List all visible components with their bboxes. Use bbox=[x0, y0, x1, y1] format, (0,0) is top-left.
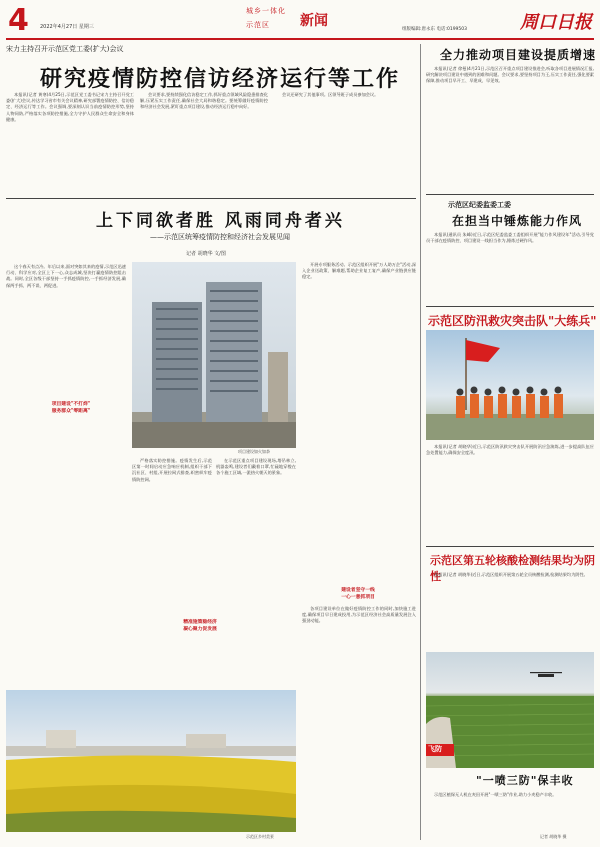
lead-text-3: 会议还研究了其他事项。区领导班子成员参加会议。 bbox=[282, 92, 379, 97]
section-title: 新闻 bbox=[300, 13, 328, 29]
story4-body bbox=[426, 572, 594, 644]
issue-date: 2022年4月27日 星期三 bbox=[40, 24, 94, 30]
section-label bbox=[246, 6, 356, 36]
feature-subline: ——示范区统筹疫情防控和经济社会发展见闻 bbox=[150, 233, 290, 241]
section-sub-bottom: 示范区 bbox=[246, 21, 270, 29]
story3-rule bbox=[426, 546, 594, 547]
feature-column-c bbox=[216, 458, 296, 684]
story5-caption bbox=[426, 792, 594, 832]
lead-column-2 bbox=[140, 92, 268, 194]
photo-badge: 飞防 bbox=[428, 745, 442, 753]
feature-subhead-2: 精准施策稳经济 凝心聚力促发展 bbox=[183, 620, 217, 632]
feature-column-a bbox=[6, 264, 126, 684]
flood-drill-photo bbox=[426, 330, 594, 440]
story3-text: 本报讯(记者 胡晓华)近日,示范区防汛救灾突击队开展防汛应急演练,进一步提高队伍应急处置能力,确保安全度汛。 bbox=[426, 444, 594, 456]
editor-line: 组版编辑:唐永东 电话:0199503 bbox=[402, 27, 468, 32]
feature-text-b: 严格落实防控措施。疫情发生后,示范区第一时间启动应急响应机制,组织干部下沉社区、村组,开展拉网式排查,织密织牢疫情防控网。 bbox=[132, 458, 212, 482]
rural-scenery-photo bbox=[6, 690, 296, 832]
feature-text-e: 各项目建设单位在做好疫情防控工作的同时,加快施工进度,确保项目早日建成投用,为示范区经济社会高质量发展注入强劲动能。 bbox=[302, 606, 416, 624]
story5-headline: "一喷三防"保丰收 bbox=[476, 774, 574, 787]
feature-text-c: 在示范区重点项目建设现场,塔吊林立,机器轰鸣,建设者们戴着口罩,忙碌地穿梭在各个施工区域,一派热火朝天的景象。 bbox=[216, 458, 296, 476]
page-number: 4 bbox=[8, 3, 29, 38]
story1-body bbox=[426, 66, 594, 192]
feature-column-b bbox=[132, 458, 212, 684]
flood-drill-illustration bbox=[426, 330, 594, 440]
lead-column-3 bbox=[274, 92, 402, 194]
feature-column-d bbox=[302, 262, 416, 562]
story3-body bbox=[426, 444, 594, 542]
construction-illustration bbox=[132, 262, 296, 448]
construction-photo bbox=[132, 262, 296, 448]
lead-headline: 研究疫情防控信访经济运行等工作 bbox=[40, 67, 401, 92]
story1-text: 本报讯(记者 徐曼)4月21日,示范区召开重点项目建设推进会,听取各项目进展情况汇报,研究解决项目建设中遇到的困难和问题。会议要求,要坚持项目为王,压实工作责任,强化要素保障,推动项目早开工、早建成、早见效。 bbox=[426, 66, 594, 84]
feature-subhead-3: 建设者坚守一线 一心一意抓项目 bbox=[341, 588, 375, 600]
masthead-rule bbox=[6, 38, 594, 40]
story2-body bbox=[426, 232, 594, 304]
feature-text-d: 开展专项服务活动。示范区组织开展"万人助万企"活动,深入企业送政策、解难题,帮助企业复工复产,确保产业链供应链稳定。 bbox=[302, 262, 416, 280]
crop-spraying-photo bbox=[426, 652, 594, 768]
feature-headline: 上下同欲者胜 风雨同舟者兴 bbox=[96, 211, 345, 231]
story4-text: 本报讯(记者 胡晓华)近日,示范区组织开展第五轮全员核酸检测,检测结果均为阴性。 bbox=[434, 572, 588, 577]
newspaper-logo: 周口日报 bbox=[520, 12, 592, 33]
lead-bottom-rule bbox=[6, 198, 416, 199]
rural-photo-caption: 示范区乡村美景 bbox=[246, 834, 274, 839]
feature-byline: 记者 胡晓华 文/图 bbox=[186, 251, 226, 257]
masthead bbox=[6, 4, 594, 38]
story2-headline: 在担当中锤炼能力作风 bbox=[452, 214, 583, 228]
story1-headline: 全力推动项目建设提质增速 bbox=[440, 48, 597, 62]
feature-subhead-1: 项目建设"不打烊" 服务群众"零距离" bbox=[51, 402, 91, 414]
story5-credit: 记者 胡晓华 摄 bbox=[540, 834, 567, 839]
rural-scenery-illustration bbox=[6, 690, 296, 832]
section-sub-top: 城乡一体化 bbox=[246, 7, 286, 15]
story2-rule bbox=[426, 306, 594, 307]
crop-spraying-illustration bbox=[426, 652, 594, 768]
story4-headline: 示范区第五轮核酸检测结果均为阴性 bbox=[430, 554, 595, 583]
story2-text: 本报讯(通讯员 朱峰)近日,示范区纪委监委工委组织开展"能力作风建设年"活动,引导党员干部在疫情防控、项目建设一线担当作为,锤炼过硬作风。 bbox=[426, 232, 594, 244]
lead-column-1 bbox=[6, 92, 134, 194]
lead-text-2: 会议要求,要持续强化信访稳定工作,抓好重点领域风险隐患排查化解,压紧压实工作责任,确保社会大局和谐稳定。要统筹做好疫情防控和经济社会发展,紧盯重点项目建设,推动经济运行稳中向好。 bbox=[140, 92, 268, 110]
story1-rule bbox=[426, 194, 594, 195]
lead-kicker: 宋力主持召开示范区党工委(扩大)会议 bbox=[6, 45, 124, 53]
feature-text-a: 这个春天有点冷。年后以来,面对突如其来的疫情,示范区迅速行动、科学应对,全区上下一心,众志成城,坚决打赢疫情防控阻击战。同时,全区各级干部坚持一手抓疫情防控,一手抓经济发展,确保两手抓、两不误、两促进。 bbox=[6, 264, 126, 288]
story3-headline: 示范区防汛救灾突击队"大练兵" bbox=[428, 314, 597, 328]
column-divider bbox=[420, 44, 421, 840]
story2-label: 示范区纪委监委工委 bbox=[448, 201, 511, 209]
story5-text: 示范区植保无人机在麦田开展"一喷三防"作业,助力小麦稳产丰收。 bbox=[434, 792, 557, 797]
lead-text-1: 本报讯(记者 黄寒)4月25日,示范区党工委书记宋力主持召开党工委(扩大)会议,传达学习省市有关会议精神,研究部署疫情防控、信访稳定、经济运行等工作。会议强调,要深刻认识当前疫情防控形势,坚持人物同防,严格落实各项防控措施,全力守护人民群众生命安全和身体健康。 bbox=[6, 92, 134, 122]
feature-column-e bbox=[302, 606, 416, 840]
construction-photo-caption: 项目建设如火如荼 bbox=[238, 449, 270, 454]
